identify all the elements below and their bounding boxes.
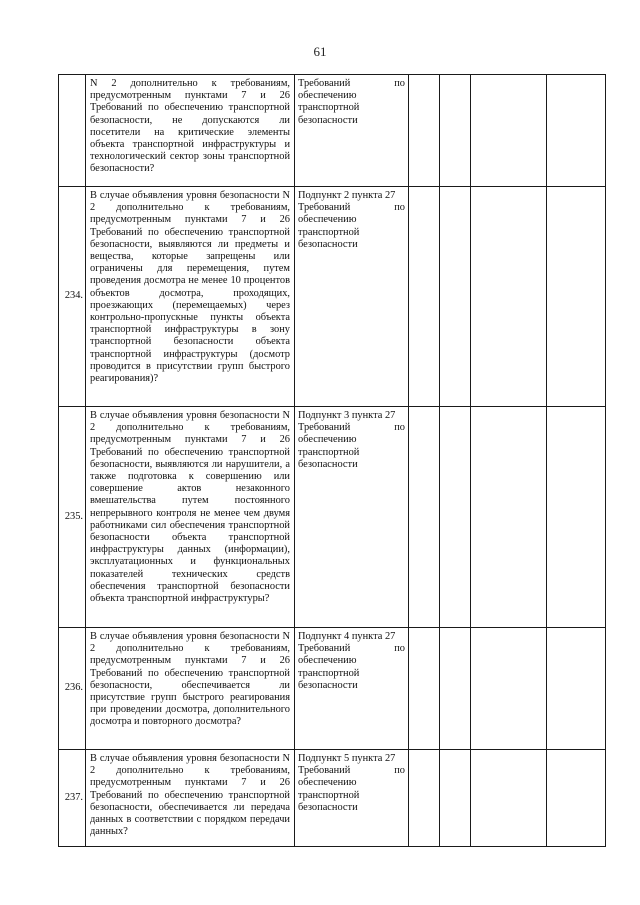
page-number: 61 xyxy=(313,44,327,59)
empty-cell xyxy=(471,407,547,628)
ref-tail-2: транспортной xyxy=(298,789,360,801)
question-text: В случае объявления уровня безопасности N 2 дополнительно к требованиям, предусмотренным пунктами 7 и 26 Требований по обеспечению транспортной безопасности, обеспечивается ли присутствие групп быстрого реагирования при проведении досмотра, дополнительного досмотра и повторного досмотра? xyxy=(86,628,295,750)
ref-tail-1: обеспечению xyxy=(298,777,357,789)
ref-tail-2: транспортной xyxy=(298,446,360,458)
ref-req-po: по xyxy=(394,643,405,655)
row-number: 235. xyxy=(59,407,86,628)
row-number: 234. xyxy=(59,187,86,407)
ref-req-po: по xyxy=(394,78,405,89)
row-number: 237. xyxy=(59,750,86,847)
ref-tail-2: транспортной xyxy=(298,226,360,238)
checklist-table xyxy=(58,74,606,847)
requirement-reference xyxy=(295,407,409,628)
ref-line-1: Подпункт 4 пункта 27 xyxy=(298,631,396,642)
ref-tail-3: безопасности xyxy=(298,238,358,250)
table-row xyxy=(59,75,606,187)
table-row xyxy=(59,187,606,407)
empty-cell xyxy=(547,187,606,407)
empty-cell xyxy=(440,407,471,628)
ref-req-po: по xyxy=(394,765,405,777)
empty-cell xyxy=(440,187,471,407)
row-number xyxy=(59,75,86,187)
table-row xyxy=(59,750,606,847)
ref-tail-1: обеспечению xyxy=(298,434,357,446)
table-row xyxy=(59,628,606,750)
ref-line-1: Подпункт 2 пункта 27 xyxy=(298,190,396,201)
ref-line-1: Подпункт 3 пункта 27 xyxy=(298,410,396,421)
empty-cell xyxy=(471,187,547,407)
empty-cell xyxy=(440,750,471,847)
ref-tail-1: обеспечению xyxy=(298,214,357,226)
empty-cell xyxy=(471,75,547,187)
question-text: В случае объявления уровня безопасности N 2 дополнительно к требованиям, предусмотренным пунктами 7 и 26 Требований по обеспечению транспортной безопасности, обеспечивается ли передача данных в соответствии с порядком передачи данных? xyxy=(86,750,295,847)
ref-tail-3: безопасности xyxy=(298,114,358,126)
empty-cell xyxy=(440,628,471,750)
ref-req-word: Требований xyxy=(298,765,351,777)
requirement-reference xyxy=(295,750,409,847)
ref-req-word: Требований xyxy=(298,78,351,89)
table-row xyxy=(59,407,606,628)
ref-req-po: по xyxy=(394,422,405,434)
requirement-reference xyxy=(295,75,409,187)
empty-cell xyxy=(547,407,606,628)
ref-req-word: Требований xyxy=(298,422,351,434)
empty-cell xyxy=(409,407,440,628)
requirement-reference xyxy=(295,187,409,407)
empty-cell xyxy=(547,75,606,187)
ref-tail-3: безопасности xyxy=(298,458,358,470)
empty-cell xyxy=(471,628,547,750)
ref-tail-3: безопасности xyxy=(298,679,358,691)
empty-cell xyxy=(547,628,606,750)
ref-tail-2: транспортной xyxy=(298,102,360,114)
ref-tail-1: обеспечению xyxy=(298,90,357,102)
empty-cell xyxy=(409,750,440,847)
ref-tail-2: транспортной xyxy=(298,667,360,679)
question-text: В случае объявления уровня безопасности N 2 дополнительно к требованиям, предусмотренным пунктами 7 и 26 Требований по обеспечению транспортной безопасности, выявляются ли нарушители, а также подготовка к совершению или совершение актов незаконного вмешательства путем постоянного непрерывного контроля не менее чем двумя работниками сил обеспечения транспортной безопасности объекта транспортной инфраструктуры данных (информации), эксплуатационных и функциональных показателей технических средств обеспечения транспортной безопасности объекта транспортной инфраструктуры? xyxy=(86,407,295,628)
empty-cell xyxy=(409,187,440,407)
question-text: В случае объявления уровня безопасности N 2 дополнительно к требованиям, предусмотренным пунктами 7 и 26 Требований по обеспечению транспортной безопасности, выявляются ли предметы и вещества, которые запрещены или ограничены для перемещения, путем проведения досмотра не менее 10 процентов объектов досмотра, проходящих, проезжающих (перемещаемых) через контрольно-пропускные пункты объекта транспортной инфраструктуры в зону транспортной безопасности объекта транспортной инфраструктуры (досмотр проводится в присутствии групп быстрого реагирования)? xyxy=(86,187,295,407)
ref-line-1: Подпункт 5 пункта 27 xyxy=(298,753,396,764)
question-text: N 2 дополнительно к требованиям, предусмотренным пунктами 7 и 26 Требований по обеспечению транспортной безопасности, не допускаются ли посетители на критические элементы объекта транспортной инфраструктуры и технологический сектор зоны транспортной безопасности? xyxy=(86,75,295,187)
empty-cell xyxy=(409,75,440,187)
requirement-reference xyxy=(295,628,409,750)
empty-cell xyxy=(471,750,547,847)
ref-tail-3: безопасности xyxy=(298,801,358,813)
ref-req-word: Требований xyxy=(298,202,351,214)
empty-cell xyxy=(440,75,471,187)
ref-req-po: по xyxy=(394,202,405,214)
ref-req-word: Требований xyxy=(298,643,351,655)
ref-tail-1: обеспечению xyxy=(298,655,357,667)
empty-cell xyxy=(409,628,440,750)
empty-cell xyxy=(547,750,606,847)
row-number: 236. xyxy=(59,628,86,750)
